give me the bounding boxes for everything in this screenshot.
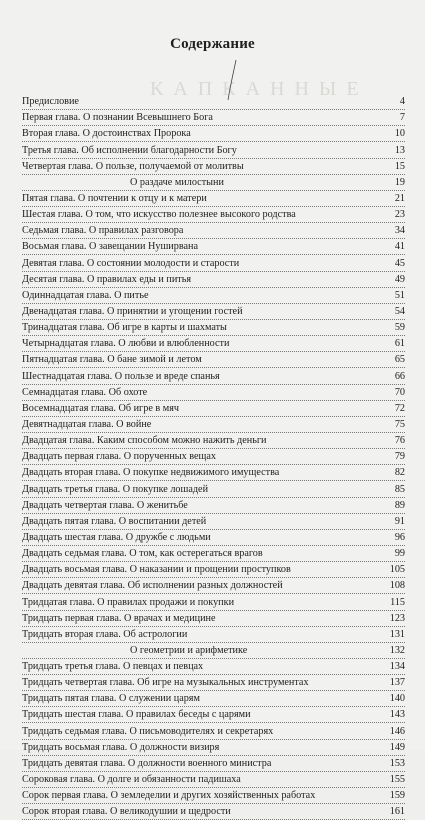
toc-entry-page: 149 <box>389 741 405 753</box>
toc-entry-page: 146 <box>389 725 405 737</box>
toc-entry-title: Двадцать четвертая глава. О женитьбе <box>22 499 188 511</box>
toc-entry <box>22 546 405 562</box>
toc-entry <box>22 756 405 772</box>
toc-entry <box>22 159 405 175</box>
toc-entry-title: Тридцать третья глава. О певцах и певцах <box>22 661 204 673</box>
toc-entry-title: Шестнадцатая глава. О пользе и вреде спанья <box>22 370 220 382</box>
toc-entry-page: 153 <box>389 757 405 769</box>
toc-entry-title: Тридцать седьмая глава. О письмоводителях и секретарях <box>22 725 274 737</box>
toc-entry-page: 105 <box>389 564 405 576</box>
toc-entry-title: Двадцатая глава. Каким способом можно нажить деньги <box>22 435 267 447</box>
toc-entry-title: О раздаче милостыни <box>130 176 224 188</box>
toc-entry-title: Пятнадцатая глава. О бане зимой и летом <box>22 354 202 366</box>
toc-entry-title: Тридцать четвертая глава. Об игре на музыкальных инструментах <box>22 677 309 689</box>
toc-entry-page: 23 <box>394 209 405 221</box>
toc-entry-page: 82 <box>394 467 405 479</box>
toc-entry-page: 79 <box>394 451 405 463</box>
toc-entry <box>22 514 405 530</box>
toc-entry <box>22 481 405 497</box>
toc-entry-page: 76 <box>394 435 405 447</box>
toc-entry-title: Девятнадцатая глава. О войне <box>22 418 152 430</box>
page-title: Содержание <box>170 36 255 52</box>
toc-entry <box>22 804 405 820</box>
toc-entry <box>22 272 405 288</box>
toc-entry <box>22 627 405 643</box>
toc-entry-page: 45 <box>394 257 405 269</box>
toc-entry-page: 10 <box>394 128 405 140</box>
toc-entry-page: 131 <box>389 628 405 640</box>
toc-entry-page: 65 <box>394 354 405 366</box>
toc-entry-page: 51 <box>394 289 405 301</box>
toc-entry <box>22 562 405 578</box>
toc-entry <box>22 578 405 594</box>
toc-entry-page: 159 <box>389 790 405 802</box>
toc-entry-title: Седьмая глава. О правилах разговора <box>22 225 184 237</box>
toc-entry <box>22 207 405 223</box>
toc-entry-page: 140 <box>389 693 405 705</box>
toc-entry <box>22 126 405 142</box>
toc-entry <box>22 772 405 788</box>
toc-entry-title: Сороковая глава. О долге и обязанности падишаха <box>22 774 241 786</box>
toc-entry <box>22 239 405 255</box>
toc-entry-title: Двадцать девятая глава. Об исполнении разных должностей <box>22 580 283 592</box>
toc-entry <box>22 175 405 191</box>
toc-entry <box>22 368 405 384</box>
toc-entry-title: Тридцать пятая глава. О служении царям <box>22 693 200 705</box>
toc-entry-title: Четырнадцатая глава. О любви и влюбленности <box>22 338 230 350</box>
toc-entry <box>22 385 405 401</box>
toc-entry-page: 123 <box>389 612 405 624</box>
toc-entry-title: Четвертая глава. О пользе, получаемой от молитвы <box>22 160 244 172</box>
toc-entry <box>22 498 405 514</box>
toc-entry <box>22 465 405 481</box>
toc-entry-title: Двадцать восьмая глава. О наказании и прощении проступков <box>22 564 291 576</box>
toc-entry-page: 61 <box>394 338 405 350</box>
toc-entry <box>22 336 405 352</box>
toc-entry <box>22 530 405 546</box>
toc-entry-page: 99 <box>394 548 405 560</box>
toc-entry-page: 108 <box>389 580 405 592</box>
toc-entry-title: Предисловие <box>22 96 79 108</box>
toc-entry-title: Восьмая глава. О завещании Нуширвана <box>22 241 199 253</box>
toc-entry-title: Шестая глава. О том, что искусство полезнее высокого родства <box>22 209 296 221</box>
toc-entry-title: Восемнадцатая глава. Об игре в мяч <box>22 402 180 414</box>
toc-entry <box>22 643 405 659</box>
toc-entry-title: Девятая глава. О состоянии молодости и старости <box>22 257 240 269</box>
toc-entry-title: Тридцатая глава. О правилах продажи и покупки <box>22 596 235 608</box>
toc-entry-page: 21 <box>394 192 405 204</box>
toc-entry <box>22 723 405 739</box>
toc-entry-page: 91 <box>394 515 405 527</box>
toc-entry-title: Двадцать первая глава. О порученных вещах <box>22 451 217 463</box>
toc-entry-title: Двадцать шестая глава. О дружбе с людьми <box>22 531 211 543</box>
toc-entry-page: 66 <box>394 370 405 382</box>
toc-entry-title: О геометрии и арифметике <box>130 644 248 656</box>
toc-entry <box>22 433 405 449</box>
toc-entry-page: 155 <box>389 774 405 786</box>
toc-entry-page: 34 <box>394 225 405 237</box>
toc-entry-title: Тридцать шестая глава. О правилах беседы с царями <box>22 709 251 721</box>
toc-entry <box>22 191 405 207</box>
toc-entry <box>22 740 405 756</box>
toc-entry <box>22 594 405 610</box>
toc-entry-page: 13 <box>394 144 405 156</box>
toc-entry <box>22 288 405 304</box>
toc-entry-page: 143 <box>389 709 405 721</box>
toc-entry-title: Двадцать пятая глава. О воспитании детей <box>22 515 207 527</box>
toc-entry-page: 54 <box>394 305 405 317</box>
toc-entry <box>22 223 405 239</box>
toc-entry-title: Тридцать девятая глава. О должности военного министра <box>22 757 272 769</box>
toc-entry-title: Сорок вторая глава. О великодушии и щедрости <box>22 806 231 818</box>
toc-entry-title: Третья глава. Об исполнении благодарности Богу <box>22 144 237 156</box>
toc-entry <box>22 304 405 320</box>
toc-entry-title: Тридцать восьмая глава. О должности визиря <box>22 741 220 753</box>
toc-entry-title: Одиннадцатая глава. О питье <box>22 289 149 301</box>
toc-entry-page: 72 <box>394 402 405 414</box>
toc-entry-page: 41 <box>394 241 405 253</box>
toc-entry-page: 15 <box>394 160 405 172</box>
toc-entry-page: 96 <box>394 531 405 543</box>
toc-entry-title: Первая глава. О познании Всевышнего Бога <box>22 112 213 124</box>
toc-entry-page: 85 <box>394 483 405 495</box>
toc-entry <box>22 352 405 368</box>
toc-entry-title: Двадцать вторая глава. О покупке недвижимого имущества <box>22 467 280 479</box>
toc-entry <box>22 417 405 433</box>
toc-entry-title: Десятая глава. О правилах еды и питья <box>22 273 192 285</box>
toc-entry-page: 115 <box>390 596 405 608</box>
toc-entry-page: 49 <box>394 273 405 285</box>
toc-entry-page: 70 <box>394 386 405 398</box>
toc-entry <box>22 94 405 110</box>
toc-entry-title: Вторая глава. О достоинствах Пророка <box>22 128 191 140</box>
toc-entry-title: Двенадцатая глава. О принятии и угощении гостей <box>22 305 243 317</box>
toc-entry-title: Тридцать первая глава. О врачах и медицине <box>22 612 216 624</box>
bleed-through-shadow: КАПКАННЫЕ <box>150 78 369 100</box>
toc-entry-page: 7 <box>399 112 405 124</box>
toc-entry-page: 75 <box>394 418 405 430</box>
toc-entry-title: Пятая глава. О почтении к отцу и к матери <box>22 192 207 204</box>
toc-entry-title: Семнадцатая глава. Об охоте <box>22 386 148 398</box>
toc-entry <box>22 659 405 675</box>
toc-entry-page: 4 <box>399 96 405 108</box>
toc-entry <box>22 675 405 691</box>
toc-entry <box>22 611 405 627</box>
toc-entry-title: Двадцать седьмая глава. О том, как остерегаться врагов <box>22 548 263 560</box>
table-of-contents <box>22 94 405 820</box>
toc-entry <box>22 788 405 804</box>
toc-entry <box>22 691 405 707</box>
toc-entry-title: Двадцать третья глава. О покупке лошадей <box>22 483 209 495</box>
toc-entry <box>22 255 405 271</box>
toc-entry-title: Сорок первая глава. О земледелии и других хозяйственных работах <box>22 790 316 802</box>
toc-entry-title: Тринадцатая глава. Об игре в карты и шахматы <box>22 322 227 334</box>
toc-entry <box>22 142 405 158</box>
toc-entry <box>22 110 405 126</box>
toc-entry <box>22 401 405 417</box>
toc-entry <box>22 320 405 336</box>
toc-entry-page: 19 <box>394 176 405 188</box>
toc-entry-page: 132 <box>389 644 405 656</box>
toc-entry-page: 134 <box>389 661 405 673</box>
toc-entry-page: 59 <box>394 322 405 334</box>
toc-entry <box>22 707 405 723</box>
toc-entry-title: Тридцать вторая глава. Об астрологии <box>22 628 188 640</box>
toc-entry-page: 137 <box>389 677 405 689</box>
toc-entry-page: 89 <box>394 499 405 511</box>
toc-entry-page: 161 <box>389 806 405 818</box>
toc-entry <box>22 449 405 465</box>
